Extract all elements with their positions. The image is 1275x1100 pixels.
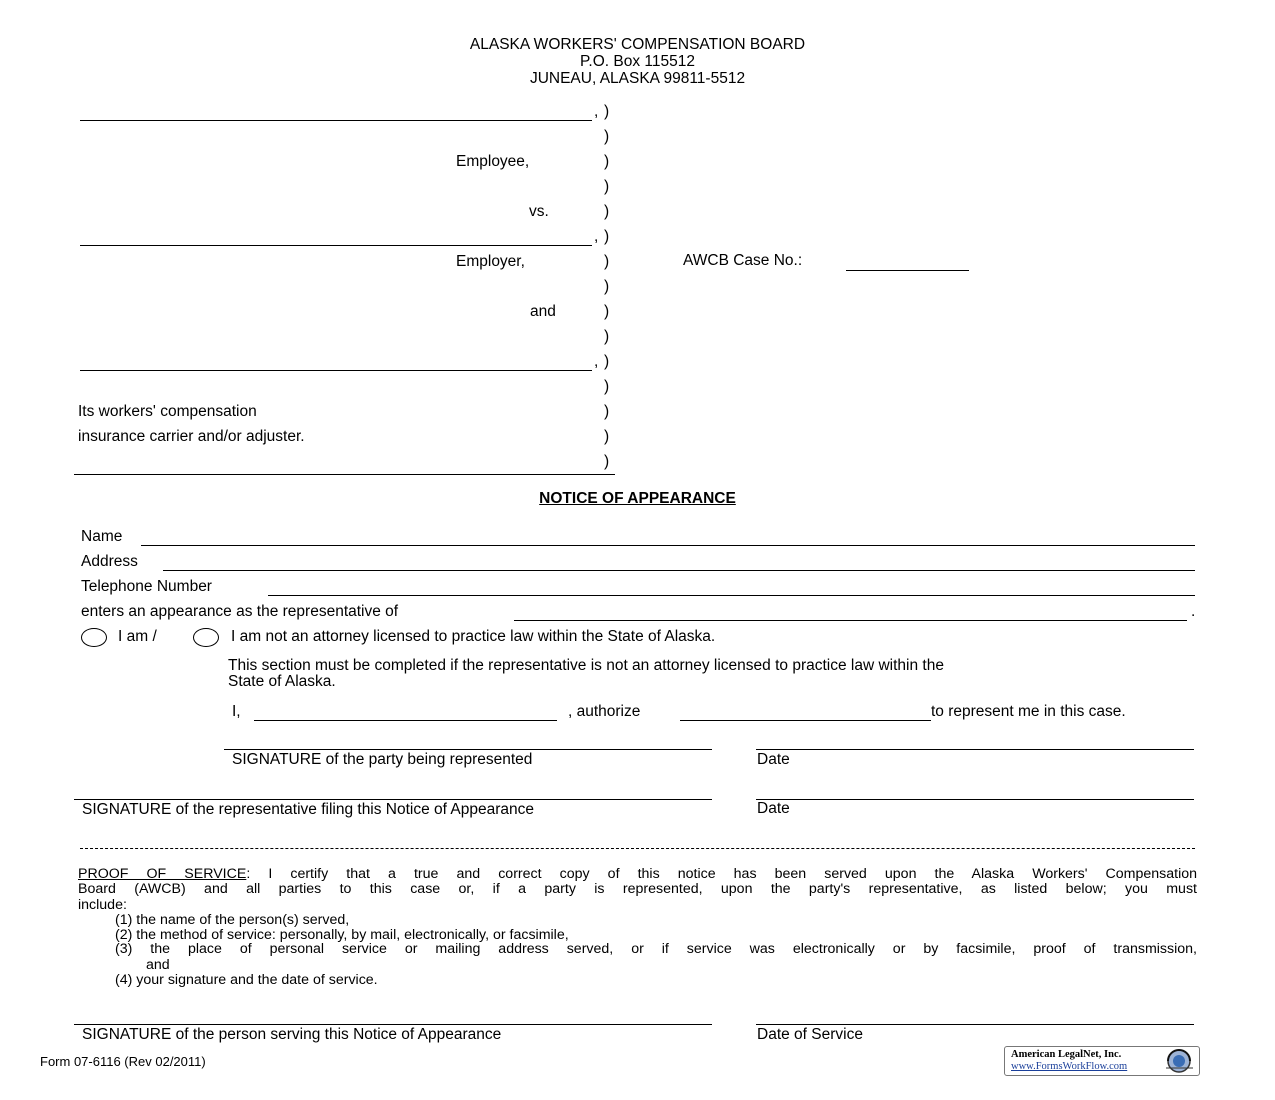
caption-paren: )	[604, 453, 610, 470]
server-signature-line[interactable]	[74, 1024, 712, 1025]
logo-url[interactable]: www.FormsWorkFlow.com	[1011, 1061, 1128, 1072]
party-date-label: Date	[757, 751, 790, 768]
service-date-line[interactable]	[756, 1024, 1194, 1025]
appearance-label: enters an appearance as the representative of	[81, 603, 399, 620]
logo-company: American LegalNet, Inc.	[1011, 1049, 1122, 1060]
globe-icon	[1162, 1048, 1196, 1074]
caption-paren: )	[604, 228, 610, 245]
name-label: Name	[81, 528, 123, 545]
caption-paren: )	[604, 328, 610, 345]
telephone-field[interactable]	[268, 595, 1195, 596]
address-label: Address	[81, 553, 138, 570]
proof-text: : I certify that a true and correct copy of this notice has been served upon the Alaska Workers' Compensation	[246, 866, 1198, 882]
proof-line-1	[78, 867, 1197, 882]
attorney-yes-radio[interactable]	[81, 628, 107, 647]
americanlegalnet-logo[interactable]	[1004, 1046, 1200, 1076]
employer-comma: ,	[594, 228, 599, 245]
party-name-field[interactable]	[254, 720, 557, 721]
server-signature-label: SIGNATURE of the person serving this Notice of Appearance	[82, 1026, 502, 1043]
caption-paren: )	[604, 403, 610, 420]
authorized-representative-field[interactable]	[680, 720, 931, 721]
form-number: Form 07-6116 (Rev 02/2011)	[40, 1054, 206, 1069]
proof-item-1: (1) the name of the person(s) served,	[115, 912, 350, 928]
employer-label: Employer,	[456, 253, 525, 270]
header-city: JUNEAU, ALASKA 99811-5512	[529, 70, 746, 87]
caption-paren: )	[604, 203, 610, 220]
form-title: NOTICE OF APPEARANCE	[539, 490, 736, 507]
proof-line-3: include:	[78, 897, 127, 913]
party-signature-line[interactable]	[224, 749, 712, 750]
represent-label: to represent me in this case.	[931, 703, 1126, 720]
employee-name-line[interactable]	[80, 120, 592, 121]
caption-bottom-rule	[74, 474, 615, 475]
attorney-yes-label: I am /	[118, 628, 157, 645]
caption-paren: )	[604, 103, 610, 120]
header-po-box: P.O. Box 115512	[580, 53, 695, 70]
proof-item-3: (3) the place of personal service or mailing address served, or if service was electronically or by facsimile, proof of transmission,	[115, 941, 1197, 957]
vs-label: vs.	[529, 203, 549, 220]
authorize-label: , authorize	[568, 703, 641, 720]
case-number-field[interactable]	[846, 270, 969, 271]
section-separator	[80, 848, 1195, 849]
non-attorney-instruction: This section must be completed if the representative is not an attorney licensed to practice law within the	[228, 657, 944, 674]
and-label: and	[530, 303, 556, 320]
case-number-label: AWCB Case No.:	[683, 252, 803, 269]
caption-paren: )	[604, 128, 610, 145]
attorney-no-label: I am not an attorney licensed to practice law within the State of Alaska.	[231, 628, 716, 645]
represented-party-field[interactable]	[514, 620, 1187, 621]
caption-paren: )	[604, 253, 610, 270]
address-field[interactable]	[163, 570, 1195, 571]
proof-item-4: (4) your signature and the date of service.	[115, 972, 378, 988]
representative-date-line[interactable]	[756, 799, 1194, 800]
employer-name-line[interactable]	[80, 245, 592, 246]
representative-signature-line[interactable]	[74, 799, 712, 800]
proof-line-2: Board (AWCB) and all parties to this case or, if a party is represented, upon the party's representative, as listed below; you must	[78, 881, 1197, 897]
proof-item-3-cont: and	[146, 957, 170, 973]
proof-heading: PROOF OF SERVICE	[78, 866, 247, 882]
carrier-name-line[interactable]	[80, 370, 592, 371]
party-date-line[interactable]	[756, 749, 1194, 750]
service-date-label: Date of Service	[757, 1026, 863, 1043]
carrier-label-line2: insurance carrier and/or adjuster.	[78, 428, 305, 445]
caption-paren: )	[604, 153, 610, 170]
party-signature-label: SIGNATURE of the party being represented	[232, 751, 533, 768]
attorney-no-radio[interactable]	[193, 628, 219, 647]
telephone-label: Telephone Number	[81, 578, 212, 595]
proof-item-2: (2) the method of service: personally, by mail, electronically, or facsimile,	[115, 927, 569, 943]
employee-comma: ,	[594, 103, 599, 120]
caption-paren: )	[604, 353, 610, 370]
caption-paren: )	[604, 303, 610, 320]
representative-date-label: Date	[757, 800, 790, 817]
caption-paren: )	[604, 278, 610, 295]
i-label: I,	[232, 703, 241, 720]
agency-header	[0, 36, 1275, 87]
carrier-label-line1: Its workers' compensation	[78, 403, 257, 420]
caption-paren: )	[604, 428, 610, 445]
header-agency-name: ALASKA WORKERS' COMPENSATION BOARD	[469, 36, 806, 53]
non-attorney-instruction-cont: State of Alaska.	[228, 673, 336, 690]
appearance-period: .	[1191, 603, 1196, 620]
carrier-comma: ,	[594, 353, 599, 370]
caption-paren: )	[604, 378, 610, 395]
name-field[interactable]	[141, 545, 1195, 546]
representative-signature-label: SIGNATURE of the representative filing this Notice of Appearance	[82, 801, 535, 818]
employee-label: Employee,	[456, 153, 530, 170]
caption-paren: )	[604, 178, 610, 195]
